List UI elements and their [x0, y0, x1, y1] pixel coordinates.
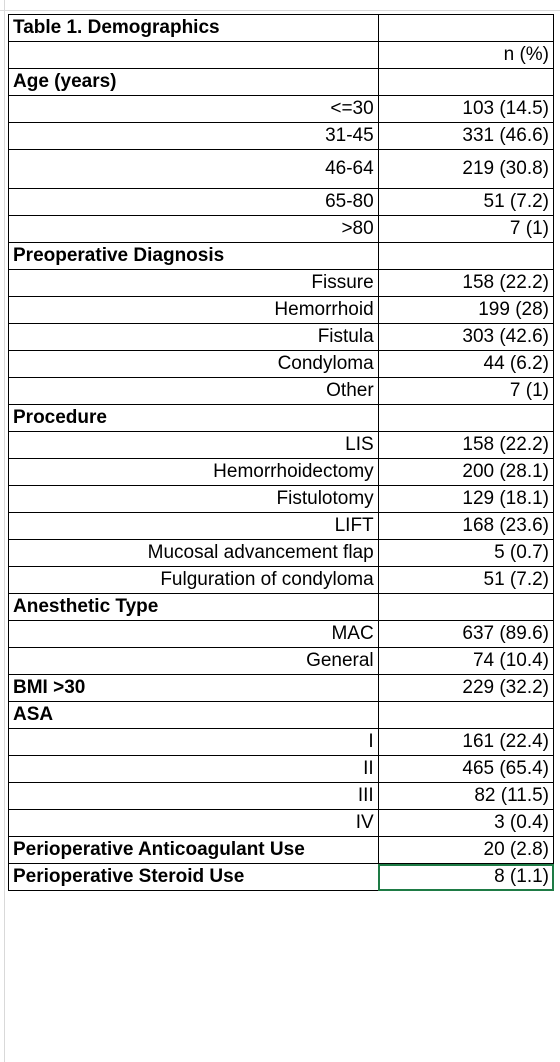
row-label[interactable]: IV — [9, 810, 379, 837]
column-header-n-percent[interactable]: n (%) — [378, 42, 553, 69]
row-value[interactable]: 158 (22.2) — [378, 270, 553, 297]
row-value[interactable]: 168 (23.6) — [378, 513, 553, 540]
table-row — [9, 270, 554, 297]
row-label[interactable]: 65-80 — [9, 189, 379, 216]
row-value[interactable] — [378, 594, 553, 621]
section-label[interactable]: Preoperative Diagnosis — [9, 243, 379, 270]
table-row — [9, 540, 554, 567]
row-value[interactable]: 7 (1) — [378, 216, 553, 243]
table-row — [9, 150, 554, 189]
row-value[interactable]: 465 (65.4) — [378, 756, 553, 783]
table-row — [9, 837, 554, 864]
table-row — [9, 486, 554, 513]
table-row — [9, 513, 554, 540]
row-label[interactable]: I — [9, 729, 379, 756]
row-label[interactable]: Hemorrhoid — [9, 297, 379, 324]
section-label[interactable]: Perioperative Steroid Use — [9, 864, 379, 891]
selected-cell-value[interactable]: 8 (1.1) — [378, 864, 553, 891]
table-row — [9, 216, 554, 243]
row-value[interactable]: 74 (10.4) — [378, 648, 553, 675]
header-empty-cell[interactable] — [9, 42, 379, 69]
table-row — [9, 783, 554, 810]
section-label[interactable]: Anesthetic Type — [9, 594, 379, 621]
title-row — [9, 15, 554, 42]
row-value[interactable]: 219 (30.8) — [378, 150, 553, 189]
table-row — [9, 189, 554, 216]
row-value[interactable]: 51 (7.2) — [378, 567, 553, 594]
table-title[interactable]: Table 1. Demographics — [9, 15, 379, 42]
table-row — [9, 96, 554, 123]
row-label[interactable]: III — [9, 783, 379, 810]
row-label[interactable]: Other — [9, 378, 379, 405]
row-value[interactable]: 199 (28) — [378, 297, 553, 324]
row-label[interactable]: >80 — [9, 216, 379, 243]
row-label[interactable]: Fissure — [9, 270, 379, 297]
row-label[interactable]: LIFT — [9, 513, 379, 540]
row-value[interactable]: 129 (18.1) — [378, 486, 553, 513]
row-value[interactable]: 3 (0.4) — [378, 810, 553, 837]
row-label[interactable]: Hemorrhoidectomy — [9, 459, 379, 486]
row-value[interactable]: 303 (42.6) — [378, 324, 553, 351]
header-row — [9, 42, 554, 69]
row-label[interactable]: II — [9, 756, 379, 783]
table-row — [9, 432, 554, 459]
row-label[interactable]: 31-45 — [9, 123, 379, 150]
row-value[interactable]: 200 (28.1) — [378, 459, 553, 486]
row-value[interactable]: 161 (22.4) — [378, 729, 553, 756]
row-value[interactable]: 331 (46.6) — [378, 123, 553, 150]
row-label[interactable]: <=30 — [9, 96, 379, 123]
row-label[interactable]: General — [9, 648, 379, 675]
row-value[interactable]: 44 (6.2) — [378, 351, 553, 378]
row-label[interactable]: 46-64 — [9, 150, 379, 189]
row-label[interactable]: Condyloma — [9, 351, 379, 378]
row-value[interactable]: 20 (2.8) — [378, 837, 553, 864]
section-label[interactable]: Age (years) — [9, 69, 379, 96]
row-label[interactable]: Fistula — [9, 324, 379, 351]
row-label[interactable]: Mucosal advancement flap — [9, 540, 379, 567]
row-value[interactable]: 5 (0.7) — [378, 540, 553, 567]
table-row — [9, 324, 554, 351]
section-label[interactable]: Procedure — [9, 405, 379, 432]
row-value[interactable]: 51 (7.2) — [378, 189, 553, 216]
row-value[interactable] — [378, 405, 553, 432]
table-row — [9, 756, 554, 783]
section-label[interactable]: ASA — [9, 702, 379, 729]
table-row — [9, 864, 554, 891]
row-value[interactable] — [378, 243, 553, 270]
table-row — [9, 351, 554, 378]
row-value[interactable]: 229 (32.2) — [378, 675, 553, 702]
table-row — [9, 702, 554, 729]
table-row — [9, 594, 554, 621]
row-value[interactable]: 103 (14.5) — [378, 96, 553, 123]
table-row — [9, 123, 554, 150]
table-row — [9, 675, 554, 702]
row-value[interactable]: 158 (22.2) — [378, 432, 553, 459]
row-value[interactable] — [378, 69, 553, 96]
row-value[interactable]: 82 (11.5) — [378, 783, 553, 810]
section-label[interactable]: BMI >30 — [9, 675, 379, 702]
row-value[interactable] — [378, 702, 553, 729]
row-label[interactable]: Fistulotomy — [9, 486, 379, 513]
row-value[interactable]: 7 (1) — [378, 378, 553, 405]
table-row — [9, 729, 554, 756]
title-row-empty-cell[interactable] — [378, 15, 553, 42]
row-value[interactable]: 637 (89.6) — [378, 621, 553, 648]
gridline — [0, 10, 560, 11]
gridline — [4, 0, 5, 1062]
table-row — [9, 69, 554, 96]
table-row — [9, 405, 554, 432]
table-row — [9, 378, 554, 405]
row-label[interactable]: Fulguration of condyloma — [9, 567, 379, 594]
table-row — [9, 810, 554, 837]
table-row — [9, 297, 554, 324]
demographics-table — [8, 14, 554, 891]
table-row — [9, 648, 554, 675]
table-row — [9, 243, 554, 270]
table-row — [9, 459, 554, 486]
row-label[interactable]: MAC — [9, 621, 379, 648]
table-row — [9, 567, 554, 594]
row-label[interactable]: LIS — [9, 432, 379, 459]
section-label[interactable]: Perioperative Anticoagulant Use — [9, 837, 379, 864]
table-row — [9, 621, 554, 648]
